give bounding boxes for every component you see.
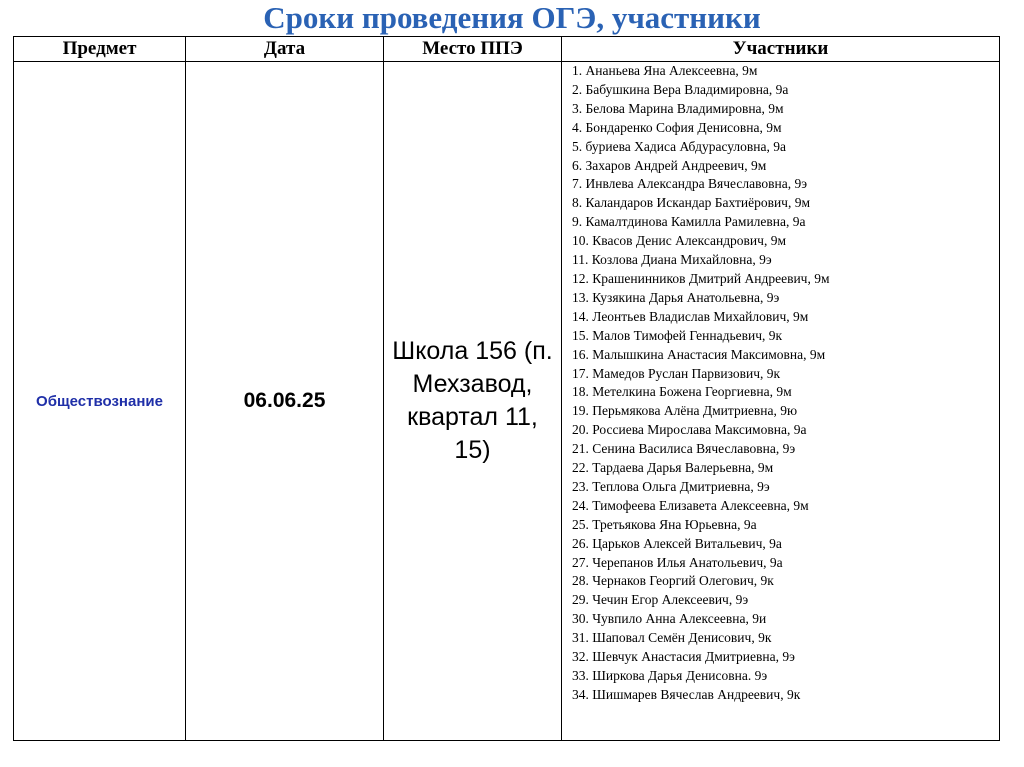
page-title: Сроки проведения ОГЭ, участники	[263, 0, 761, 35]
participant-item: 33. Ширкова Дарья Денисовна. 9э	[572, 668, 768, 683]
header-subject: Предмет	[14, 37, 186, 62]
participant-item: 8. Каландаров Искандар Бахтиёрович, 9м	[572, 195, 811, 211]
participant-item: 13. Кузякина Дарья Анатольевна, 9э	[572, 289, 780, 305]
participant-item: 32. Шевчук Анастасия Дмитриевна, 9э	[572, 649, 795, 665]
header-participants: Участники	[562, 37, 1000, 62]
participant-item: 29. Чечин Егор Алексеевич, 9э	[572, 592, 749, 608]
participant-item: 22. Тардаева Дарья Валерьевна, 9м	[572, 460, 774, 476]
participant-item: 20. Россиева Мирослава Максимовна, 9а	[572, 422, 807, 438]
participant-item: 7. Инвлева Александра Вячеславовна, 9э	[572, 176, 807, 192]
participant-item: 30. Чувпило Анна Алексеевна, 9и	[572, 611, 767, 627]
participant-item: 15. Малов Тимофей Геннадьевич, 9к	[572, 327, 783, 343]
participant-item: 12. Крашенинников Дмитрий Андреевич, 9м	[572, 270, 830, 286]
participant-item: 9. Камалтдинова Камилла Рамилевна, 9а	[572, 214, 806, 230]
participant-item: 26. Царьков Алексей Витальевич, 9а	[572, 535, 782, 551]
participants-cell	[562, 62, 1000, 741]
participant-item: 11. Козлова Диана Михайловна, 9э	[572, 252, 772, 268]
participant-item: 3. Белова Марина Владимировна, 9м	[572, 100, 784, 116]
participant-item: 34. Шишмарев Вячеслав Андреевич, 9к	[572, 686, 801, 702]
participant-item: 6. Захаров Андрей Андреевич, 9м	[572, 157, 767, 173]
participant-item: 27. Черепанов Илья Анатольевич, 9а	[572, 554, 783, 570]
participant-item: 1. Ананьева Яна Алексеевна, 9м	[572, 63, 758, 78]
participant-item: 16. Малышкина Анастасия Максимовна, 9м	[572, 346, 826, 362]
header-date: Дата	[186, 37, 384, 62]
participant-item: 18. Метелкина Божена Георгиевна, 9м	[572, 384, 792, 400]
participant-item: 5. буриева Хадиса Абдурасуловна, 9а	[572, 138, 786, 154]
date-cell: 06.06.25	[186, 62, 384, 741]
participant-item: 23. Теплова Ольга Дмитриевна, 9э	[572, 478, 770, 494]
table-row	[14, 62, 1000, 741]
exam-schedule-table	[13, 36, 1000, 741]
participant-item: 24. Тимофеева Елизавета Алексеевна, 9м	[572, 497, 809, 513]
participant-item: 4. Бондаренко София Денисовна, 9м	[572, 119, 782, 135]
participant-item: 2. Бабушкина Вера Владимировна, 9а	[572, 81, 789, 97]
header-place: Место ППЭ	[384, 37, 562, 62]
participant-item: 10. Квасов Денис Александрович, 9м	[572, 233, 786, 249]
participant-item: 17. Мамедов Руслан Парвизович, 9к	[572, 365, 781, 381]
table-header-row	[14, 37, 1000, 62]
participant-item: 14. Леонтьев Владислав Михайлович, 9м	[572, 308, 809, 324]
participant-item: 28. Чернаков Георгий Олегович, 9к	[572, 573, 774, 589]
subject-cell: Обществознание	[14, 62, 186, 741]
participant-item: 19. Перьмякова Алёна Дмитриевна, 9ю	[572, 403, 798, 419]
place-cell: Школа 156 (п. Мехзавод, квартал 11, 15)	[384, 62, 562, 741]
participant-item: 31. Шаповал Семён Денисович, 9к	[572, 630, 772, 646]
participant-item: 21. Сенина Василиса Вячеславовна, 9э	[572, 441, 796, 457]
participant-item: 25. Третьякова Яна Юрьевна, 9а	[572, 516, 757, 532]
